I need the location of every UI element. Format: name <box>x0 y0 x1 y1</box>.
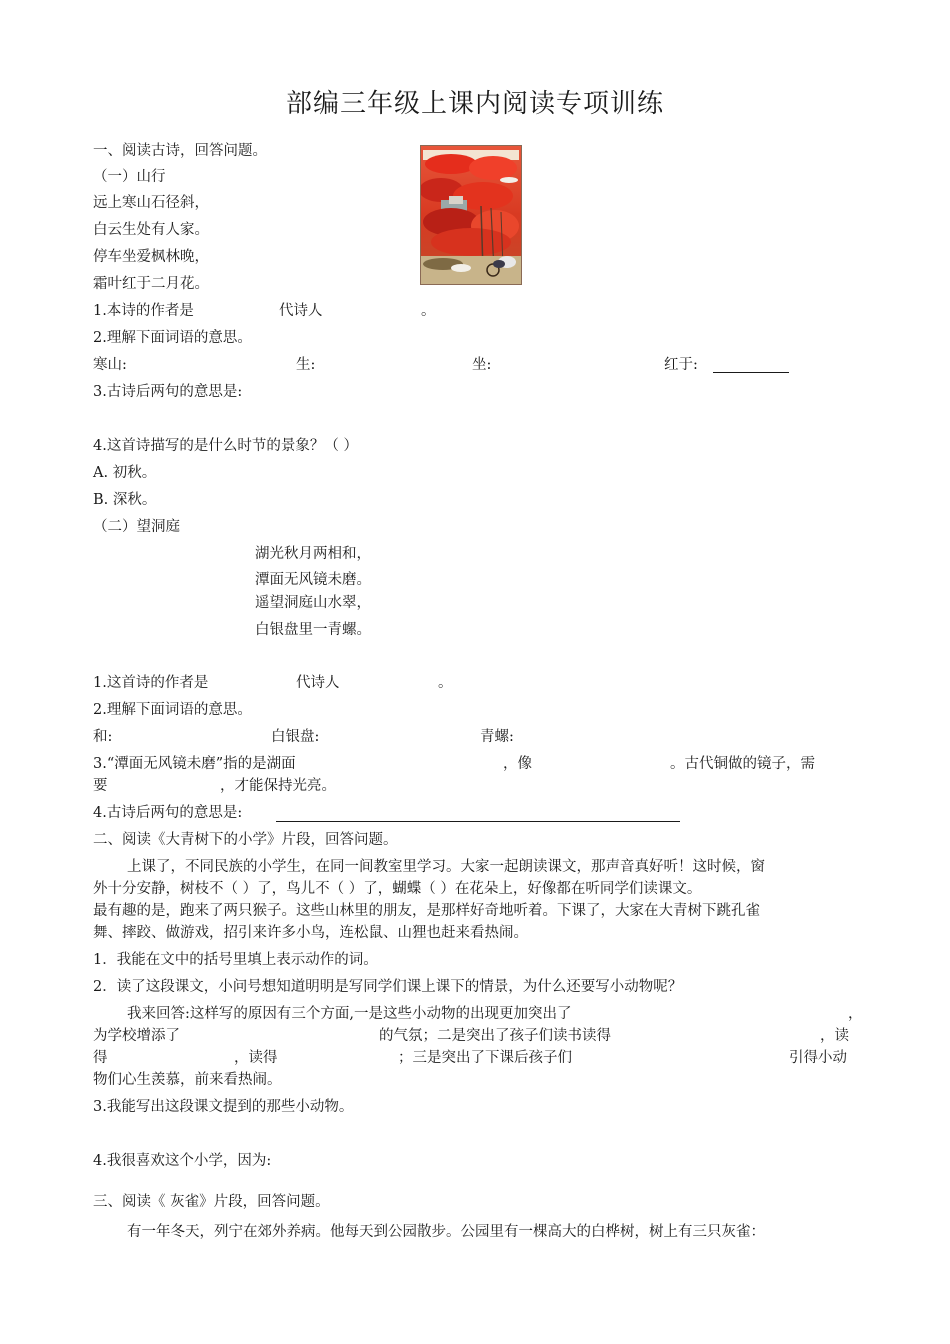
passage-2-q4: 4.我很喜欢这个小学，因为: <box>93 1153 272 1169</box>
poem-1-line-2: 白云生处有人家。 <box>93 222 209 238</box>
option-b[interactable]: B. 深秋。 <box>93 492 157 508</box>
word-qingluo: 青螺: <box>480 729 514 745</box>
poem-2-q3-part-3: 。古代铜做的镜子，需 <box>670 756 815 772</box>
answer-part-f: 得 <box>93 1050 108 1066</box>
poem-1-line-3: 停车坐爱枫林晚， <box>93 249 209 265</box>
poem-2-q3-part-2: ，像 <box>503 756 532 772</box>
answer-part-b: ， <box>848 1006 863 1022</box>
poem-2-q2: 2.理解下面词语的意思。 <box>93 702 252 718</box>
poem-2-q1-middle: 代诗人 <box>296 675 340 691</box>
passage-2-q2: 2．读了这段课文，小问号想知道明明是写同学们课上课下的情景，为什么还要写小动物呢？ <box>93 979 683 995</box>
passage-2-line-1: 上课了，不同民族的小学生，在同一间教室里学习。大家一起朗读课文，那声音真好听！这时候，窗 <box>127 859 765 875</box>
poem-2-q3-part-4: 要 <box>93 778 108 794</box>
poem-1-q2: 2.理解下面词语的意思。 <box>93 330 252 346</box>
answer-part-d: 的气氛；二是突出了孩子们读书读得 <box>379 1028 611 1044</box>
page-title: 部编三年级上课内阅读专项训练 <box>285 89 664 119</box>
passage-2-q3: 3.我能写出这段课文提到的那些小动物。 <box>93 1099 354 1115</box>
poem-1-q4: 4.这首诗描写的是什么时节的景象？（ ） <box>93 438 358 454</box>
section-1-heading: 一、阅读古诗，回答问题。 <box>93 143 267 159</box>
answer-part-e: ，读 <box>820 1028 849 1044</box>
answer-line-hongyu[interactable] <box>713 372 789 373</box>
poem-2-q4: 4.古诗后两句的意思是: <box>93 805 243 821</box>
poem-1-line-1: 远上寒山石径斜， <box>93 195 209 211</box>
word-he: 和: <box>93 729 113 745</box>
poem-1-q1-middle: 代诗人 <box>279 303 323 319</box>
word-hanshan: 寒山: <box>93 357 127 373</box>
poem-2-q3-part-5: ，才能保持光亮。 <box>220 778 336 794</box>
poem-2-line-4: 白银盘里一青螺。 <box>255 622 371 638</box>
answer-part-j: 物们心生羡慕，前来看热闹。 <box>93 1072 282 1088</box>
poem-2-q1-prefix: 1.这首诗的作者是 <box>93 675 209 691</box>
word-hongyu: 红于: <box>664 357 698 373</box>
passage-2-q1: 1．我能在文中的括号里填上表示动作的词。 <box>93 952 378 968</box>
answer-part-i: 引得小动 <box>789 1050 847 1066</box>
passage-2-line-4: 舞、摔跤、做游戏，招引来许多小鸟，连松鼠、山狸也赶来看热闹。 <box>93 925 528 941</box>
answer-part-g: ，读得 <box>234 1050 278 1066</box>
maple-forest-illustration <box>420 145 522 285</box>
poem-2-line-3: 遥望洞庭山水翠， <box>255 595 371 611</box>
word-baiyinpan: 白银盘: <box>271 729 320 745</box>
poem-2-q1-end: 。 <box>438 675 453 691</box>
passage-2-line-3: 最有趣的是，跑来了两只猴子。这些山林里的朋友，是那样好奇地听着。下课了，大家在大青树下跳孔雀 <box>93 903 760 919</box>
poem-1-q3: 3.古诗后两句的意思是: <box>93 384 243 400</box>
poem-1-title: （一）山行 <box>93 169 166 185</box>
passage-2-line-2: 外十分安静，树枝不（ ）了，鸟儿不（ ）了，蝴蝶（ ）在花朵上，好像都在听同学们读课文。 <box>93 881 702 897</box>
poem-2-q3-part-1: 3.“潭面无风镜未磨”指的是湖面 <box>93 756 296 772</box>
section-3-heading: 三、阅读《 灰雀》片段，回答问题。 <box>93 1194 330 1210</box>
poem-1-q1-end: 。 <box>421 303 436 319</box>
answer-part-h: ；三是突出了下课后孩子们 <box>398 1050 572 1066</box>
poem-2-title: （二）望洞庭 <box>93 519 180 535</box>
poem-1-q1-prefix: 1.本诗的作者是 <box>93 303 194 319</box>
answer-part-c: 为学校增添了 <box>93 1028 180 1044</box>
option-a[interactable]: A. 初秋。 <box>93 465 157 481</box>
answer-part-a: 我来回答:这样写的原因有三个方面,一是这些小动物的出现更加突出了 <box>127 1006 572 1022</box>
poem-2-line-2: 潭面无风镜未磨。 <box>255 572 371 588</box>
poem-2-line-1: 湖光秋月两相和， <box>255 546 371 562</box>
word-sheng: 生: <box>296 357 316 373</box>
answer-line-poem-2-q4[interactable] <box>276 821 680 822</box>
word-zuo: 坐: <box>472 357 492 373</box>
section-2-heading: 二、阅读《大青树下的小学》片段，回答问题。 <box>93 832 398 848</box>
passage-3-line-1: 有一年冬天，列宁在郊外养病。他每天到公园散步。公园里有一棵高大的白桦树，树上有三只灰雀： <box>127 1224 765 1240</box>
poem-1-line-4: 霜叶红于二月花。 <box>93 276 209 292</box>
